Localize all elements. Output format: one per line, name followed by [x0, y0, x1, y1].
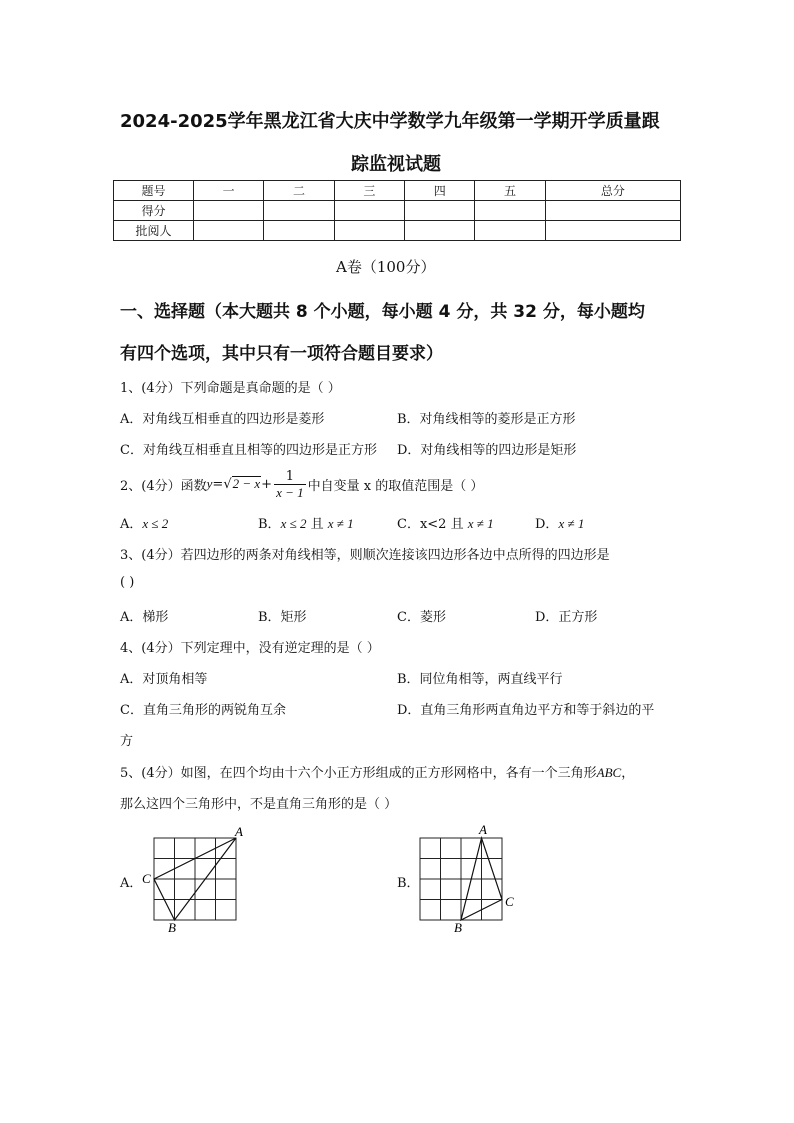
score-cell[interactable]: [405, 201, 475, 221]
vertex-label-b: B: [168, 920, 176, 935]
q5-stem-line2: 那么这四个三角形中，不是直角三角形的是（ ）: [120, 797, 398, 812]
score-header-cell: 三: [334, 181, 404, 201]
q2-option-b-mid: 且: [306, 517, 328, 532]
q5-stem: [120, 762, 634, 781]
q5-option-b-label: B．: [397, 876, 420, 891]
q2-option-c-label: C．: [397, 517, 420, 532]
score-cell[interactable]: [545, 201, 680, 221]
q1-option-c: C．对角线互相垂直且相等的四边形是正方形: [120, 443, 377, 458]
paper-title-line1: 2024-2025学年黑龙江省大庆中学数学九年级第一学期开学质量跟: [120, 111, 660, 132]
score-cell[interactable]: [264, 221, 334, 241]
q1-stem: 1、(4分）下列命题是真命题的是（ ）: [120, 381, 341, 396]
score-table-row: [114, 201, 681, 221]
q2-stem: [120, 464, 483, 504]
score-cell[interactable]: [264, 201, 334, 221]
q5-figure-b: [405, 820, 520, 935]
score-header-cell: 二: [264, 181, 334, 201]
score-cell[interactable]: [545, 221, 680, 241]
vertex-label-a: A: [235, 824, 243, 839]
score-cell[interactable]: [405, 221, 475, 241]
q4-option-a: A．对顶角相等: [120, 672, 208, 687]
q5-stem-post: ，: [621, 766, 635, 781]
q2-option-b-label: B．: [258, 517, 281, 532]
q3-option-c: C．菱形: [397, 610, 446, 625]
q2-sqrt-radicand: 2 − x: [232, 476, 261, 491]
score-cell[interactable]: [194, 201, 264, 221]
score-header-cell: 总分: [545, 181, 680, 201]
q1-option-a: A．对角线互相垂直的四边形是菱形: [120, 412, 325, 427]
q3-option-d: D．正方形: [535, 610, 598, 625]
vertex-label-c: C: [505, 894, 514, 909]
q3-stem: 3、(4分）若四边形的两条对角线相等，则顺次连接该四边形各边中点所得的四边形是: [120, 548, 610, 563]
score-header-cell: 一: [194, 181, 264, 201]
vertex-label-a: A: [479, 822, 487, 837]
q4-option-b: B．同位角相等，两直线平行: [397, 672, 563, 687]
q3-option-a: A．梯形: [120, 610, 169, 625]
score-row-label: 批阅人: [114, 221, 194, 241]
q5-figure-a: [138, 820, 250, 935]
q2-func-eq: =: [212, 476, 224, 492]
vertex-label-c: C: [142, 871, 151, 886]
q2-option-c: [397, 513, 494, 532]
q2-fraction-denominator: x − 1: [276, 484, 304, 500]
score-cell[interactable]: [475, 221, 545, 241]
q4-option-d: D．直角三角形两直角边平方和等于斜边的平: [397, 703, 655, 718]
q4-stem: 4、(4分）下列定理中，没有逆定理的是（ ）: [120, 641, 380, 656]
score-table-row: [114, 221, 681, 241]
q4-option-c: C．直角三角形的两锐角互余: [120, 703, 286, 718]
q5-stem-abc: ABC: [596, 765, 622, 780]
q2-fraction: [274, 469, 306, 500]
q2-option-c-text: x<2 且: [419, 517, 468, 532]
score-table-header-row: [114, 181, 681, 201]
section1-heading-line2: 有四个选项，其中只有一项符合题目要求）: [120, 344, 443, 364]
score-cell[interactable]: [194, 221, 264, 241]
q2-option-b-math1: x ≤ 2: [280, 516, 307, 531]
score-row-label: 得分: [114, 201, 194, 221]
q2-option-d-math: x ≠ 1: [558, 516, 585, 531]
score-header-cell: 题号: [114, 181, 194, 201]
q2-prefix: 2、(4分）函数: [120, 478, 207, 494]
grid-lines: [420, 838, 502, 920]
q3-stem-paren: ( ): [120, 575, 135, 590]
score-cell[interactable]: [475, 201, 545, 221]
q2-suffix: 中自变量 x 的取值范围是（ ）: [307, 478, 484, 494]
q2-option-a: [120, 513, 168, 532]
q5-stem-pre: 5、(4分）如图，在四个均由十六个小正方形组成的正方形网格中，各有一个三角形: [120, 766, 597, 781]
q2-func-y: y: [206, 476, 213, 491]
section1-heading-line1: 一、选择题（本大题共 8 个小题，每小题 4 分，共 32 分，每小题均: [120, 302, 645, 322]
q2-fraction-numerator: 1: [274, 469, 306, 485]
q2-option-d-label: D．: [535, 517, 559, 532]
score-cell[interactable]: [334, 201, 404, 221]
score-cell[interactable]: [334, 221, 404, 241]
q1-option-b: B．对角线相等的菱形是正方形: [397, 412, 576, 427]
q2-option-d: [535, 513, 584, 532]
q2-sqrt: √2 − x: [223, 476, 261, 492]
q5-option-a-label: A．: [120, 876, 143, 891]
volume-a-heading: A卷（100分）: [336, 258, 436, 276]
q3-option-b: B．矩形: [258, 610, 307, 625]
q2-option-c-math: x ≠ 1: [467, 516, 494, 531]
grid-lines: [154, 838, 236, 920]
q2-option-a-label: A．: [120, 517, 143, 532]
q2-option-a-math: x ≤ 2: [142, 516, 169, 531]
q2-func-plus: +: [261, 476, 273, 492]
q2-option-b-math2: x ≠ 1: [327, 516, 354, 531]
q1-option-d: D．对角线相等的四边形是矩形: [397, 443, 577, 458]
score-header-cell: 五: [475, 181, 545, 201]
q4-option-d-continued: 方: [120, 734, 134, 749]
q2-option-b: [258, 513, 354, 532]
score-table: [113, 180, 681, 241]
score-header-cell: 四: [405, 181, 475, 201]
vertex-label-b: B: [454, 920, 462, 935]
paper-title-line2: 踪监视试题: [351, 154, 441, 175]
